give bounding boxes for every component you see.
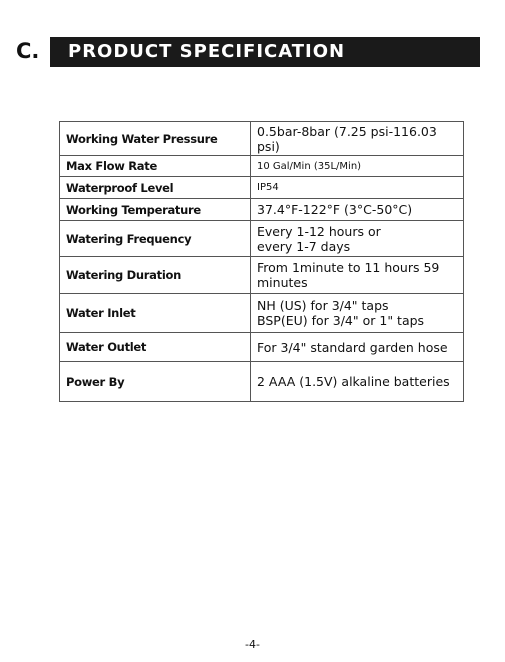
spec-label: Working Water Pressure — [60, 122, 251, 156]
spec-label: Watering Duration — [60, 257, 251, 294]
table-row — [60, 257, 464, 294]
spec-value-line: NH (US) for 3/4" taps — [257, 298, 389, 313]
spec-label: Water Inlet — [60, 294, 251, 333]
spec-value-line: every 1-7 days — [257, 238, 351, 254]
table-row — [60, 333, 464, 362]
spec-value: 10 Gal/Min (35L/Min) — [251, 156, 464, 177]
spec-table — [59, 121, 464, 402]
spec-value: IP54 — [251, 177, 464, 199]
spec-value-line: minutes — [257, 275, 308, 290]
table-row — [60, 177, 464, 199]
table-row — [60, 221, 464, 257]
section-letter: C. — [16, 39, 40, 63]
spec-label: Power By — [60, 362, 251, 402]
spec-value: 0.5bar-8bar (7.25 psi-116.03 psi) — [251, 122, 464, 156]
spec-value: 37.4°F-122°F (3°C-50°C) — [251, 199, 464, 221]
table-row — [60, 362, 464, 402]
spec-value-line: From 1minute to 11 hours 59 — [257, 260, 440, 275]
table-row — [60, 294, 464, 333]
spec-value-line: Every 1-12 hours or — [257, 223, 381, 239]
spec-value-line: BSP(EU) for 3/4" or 1" taps — [257, 313, 425, 328]
spec-label: Waterproof Level — [60, 177, 251, 199]
spec-value: 2 AAA (1.5V) alkaline batteries — [251, 362, 464, 402]
spec-label: Working Temperature — [60, 199, 251, 221]
section-title: PRODUCT SPECIFICATION — [68, 41, 346, 62]
page-number: -4- — [245, 638, 260, 651]
spec-value — [251, 257, 464, 294]
section-header — [0, 0, 505, 70]
spec-label: Water Outlet — [60, 333, 251, 362]
spec-label: Max Flow Rate — [60, 156, 251, 177]
spec-value — [251, 294, 464, 333]
table-row — [60, 122, 464, 156]
section-title-bar — [50, 37, 480, 67]
spec-label: Watering Frequency — [60, 221, 251, 257]
spec-value: For 3/4" standard garden hose — [251, 333, 464, 362]
spec-value — [251, 221, 464, 257]
table-row — [60, 156, 464, 177]
table-row — [60, 199, 464, 221]
